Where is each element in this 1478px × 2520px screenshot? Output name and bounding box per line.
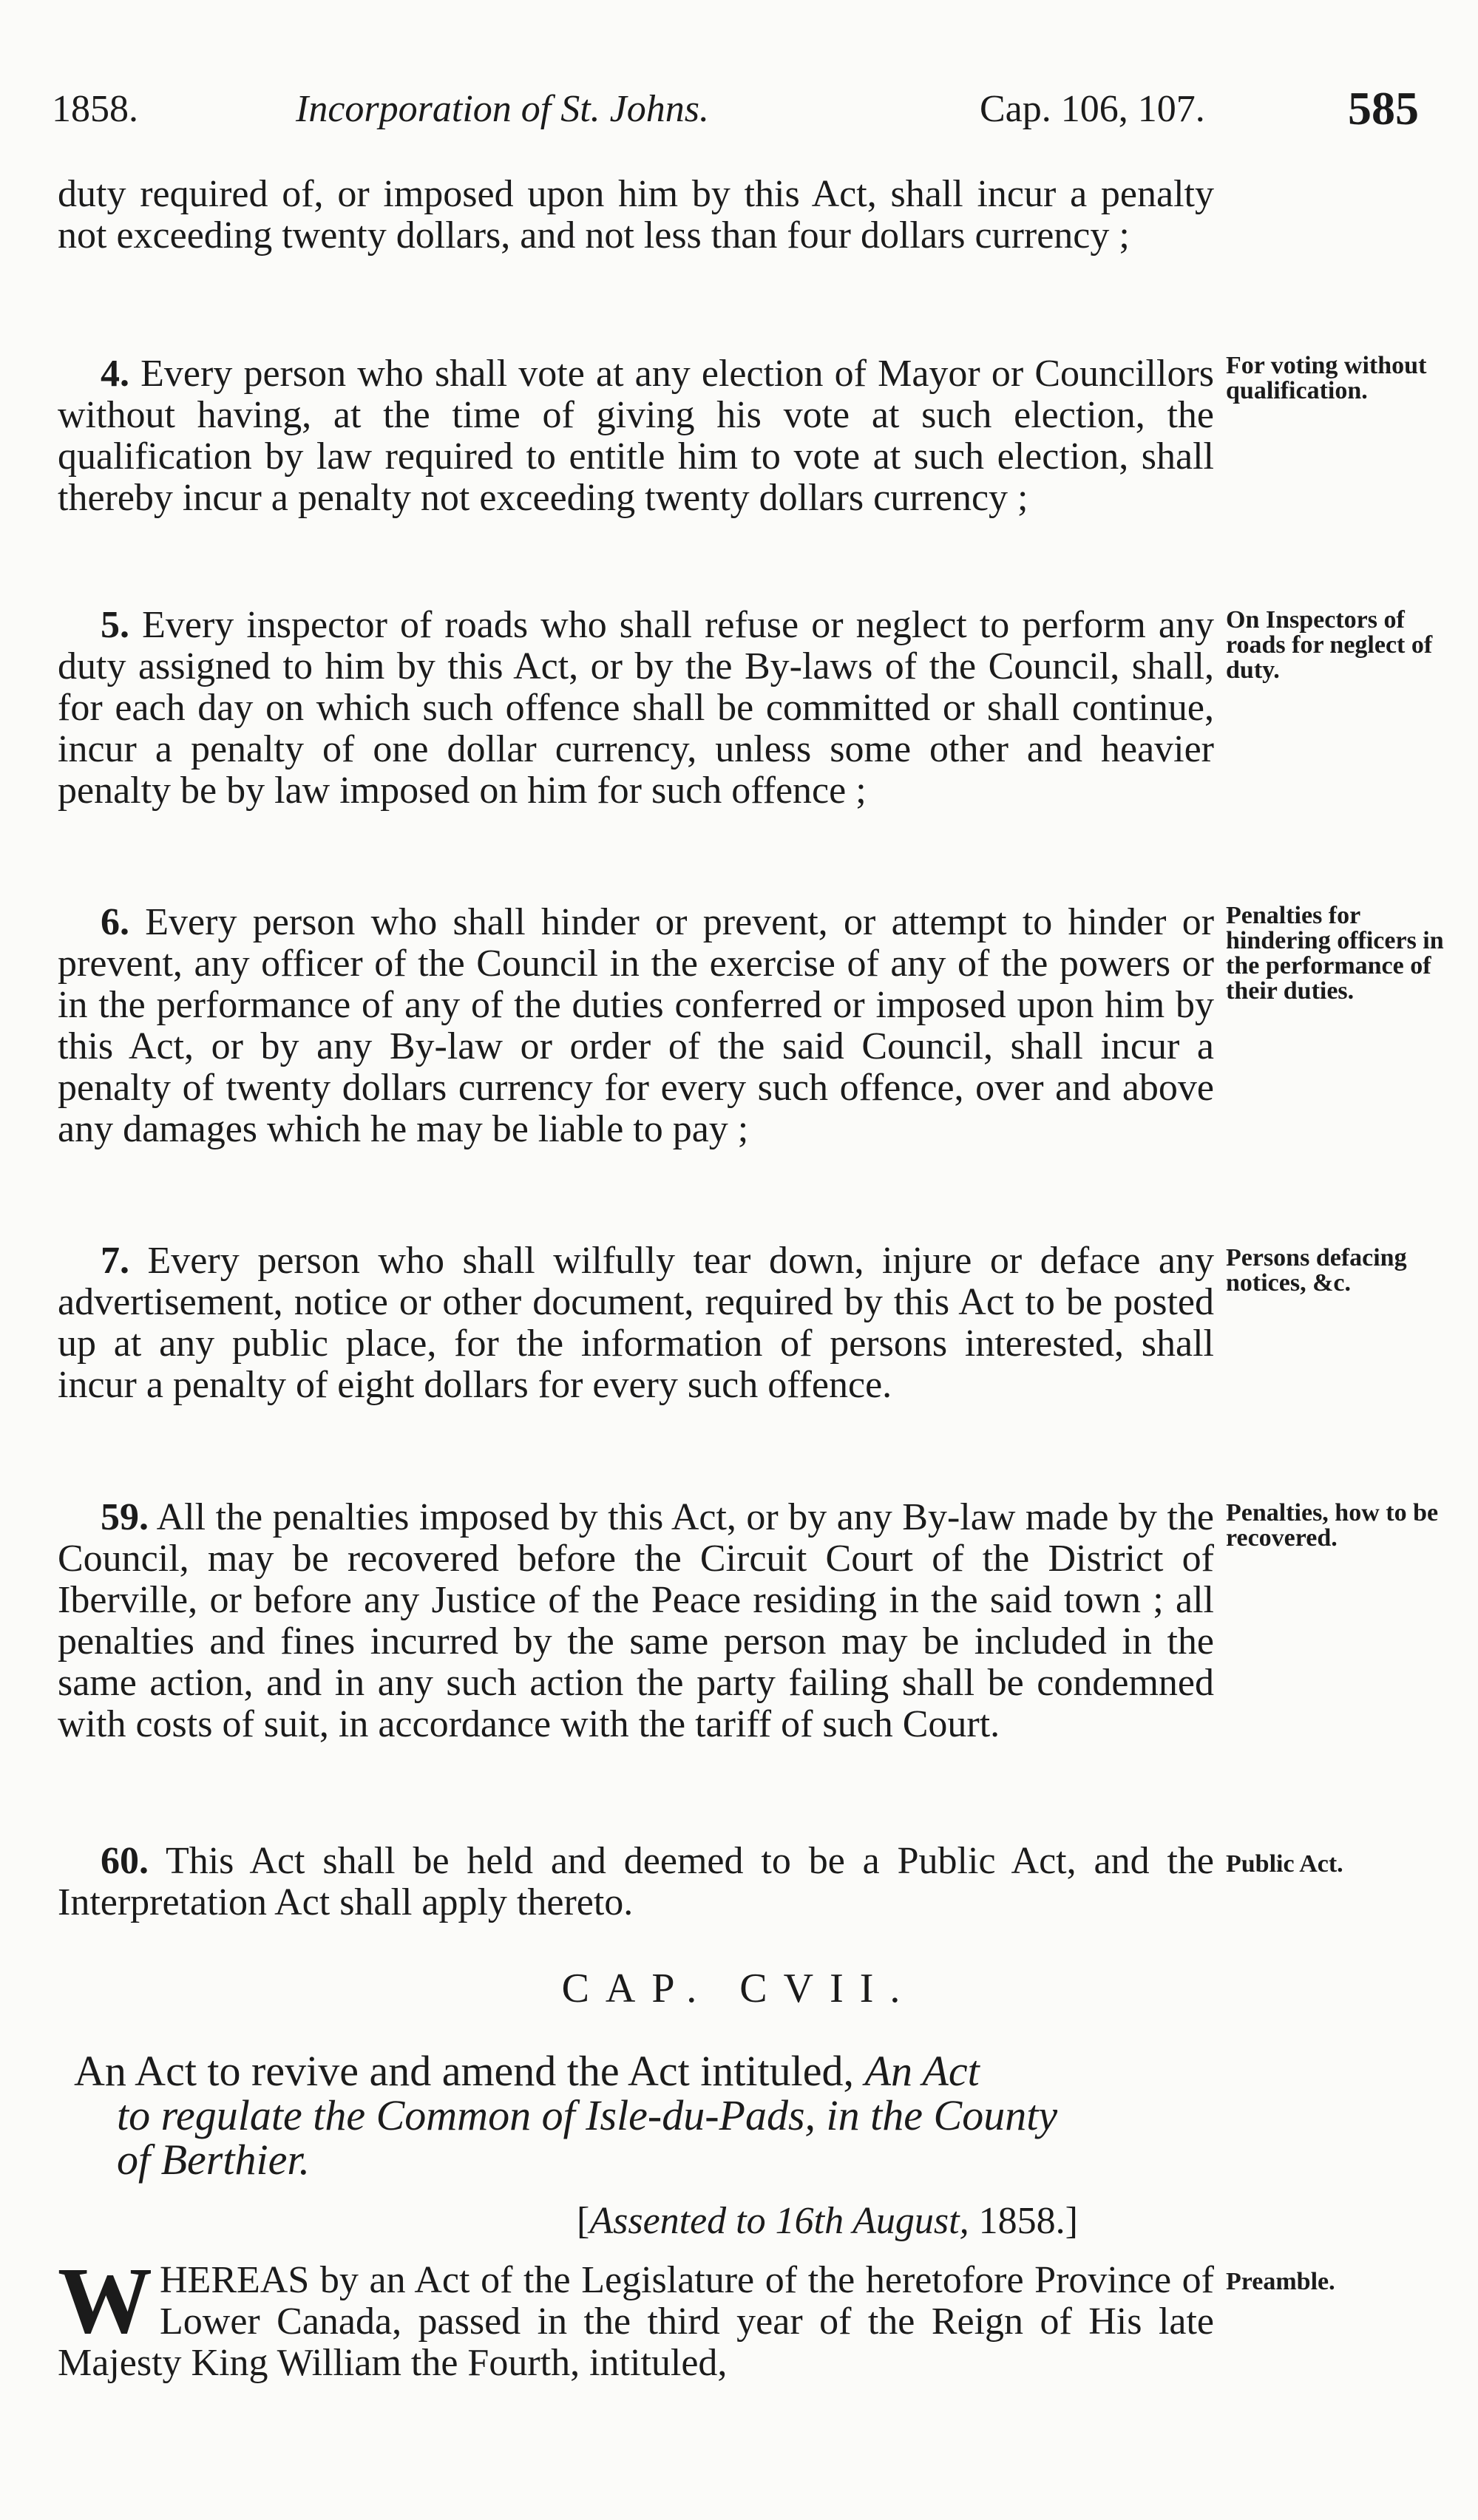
- paragraph-4: [58, 353, 1214, 519]
- paragraph-number: 5.: [101, 604, 129, 646]
- paragraph-text: Every person who shall wilfully tear down, injure or deface any advertisement, notice or other document, required by this Act to be posted up at any public place, for the information of persons interested, shall incur a penalty of eight dollars for every such offence.: [58, 1240, 1215, 1406]
- paragraph-5: [58, 605, 1214, 812]
- assent-date: Assented to 16th August,: [589, 2200, 969, 2242]
- header-chapter: Cap. 106, 107.: [980, 88, 1205, 130]
- paragraph-7: [58, 1240, 1214, 1406]
- margin-note-60: Public Act.: [1226, 1850, 1343, 1878]
- preamble: [58, 2248, 1214, 2384]
- paragraph-number: 7.: [101, 1240, 129, 1282]
- section-number: 59.: [101, 1496, 149, 1538]
- continuation-text: duty required of, or imposed upon him by this Act, shall incur a penalty not exceeding twenty dollars, and not less than four dollars currency ;: [58, 173, 1214, 257]
- act-title-lead: An Act to revive and amend the Act intituled,: [74, 2047, 855, 2095]
- header-title: Incorporation of St. Johns.: [296, 88, 709, 130]
- assent-line: [577, 2199, 1078, 2243]
- paragraph-text: Every inspector of roads who shall refuse or neglect to perform any duty assigned to him by this Act, or by the By-laws of the Council, shall, for each day on which such offence shall be committed or shall continue, incur a penalty of one dollar currency, unless some other and heavier penalty be by law imposed on him for such offence ;: [58, 604, 1215, 812]
- preamble-text: HEREAS by an Act of the Legislature of the heretofore Province of Lower Canada, passed in the third year of the Reign of His late Majesty King William the Fourth, intituled,: [58, 2259, 1214, 2384]
- section-text: This Act shall be held and deemed to be a Public Act, and the Interpretation Act shall apply thereto.: [58, 1840, 1214, 1923]
- margin-note-7: Persons defacing notices, &c.: [1226, 1244, 1407, 1297]
- section-59: [58, 1497, 1214, 1745]
- act-title-italic-1: An Act: [864, 2047, 980, 2095]
- drop-cap: W: [58, 2248, 152, 2353]
- section-60: [58, 1841, 1214, 1923]
- header-year: 1858.: [52, 88, 138, 130]
- assent-year: 1858.]: [978, 2200, 1078, 2242]
- act-title: [74, 2049, 1227, 2182]
- act-title-italic-2: to regulate the Common of Isle-du-Pads, in the County: [117, 2091, 1058, 2139]
- chapter-heading: CAP. CVII.: [561, 1966, 917, 2011]
- margin-note-59: Penalties, how to be recovered.: [1226, 1499, 1439, 1552]
- paragraph-6: [58, 902, 1214, 1150]
- paragraph-number: 6.: [101, 901, 129, 943]
- page-number: 585: [1348, 82, 1419, 135]
- section-number: 60.: [101, 1840, 149, 1882]
- margin-note-4: For voting without qualification.: [1226, 352, 1427, 404]
- act-title-italic-3: of Berthier.: [117, 2136, 310, 2184]
- assent-bracket: [: [577, 2200, 590, 2242]
- paragraph-number: 4.: [101, 353, 129, 395]
- margin-note-6: Penalties for hindering officers in the performance of their duties.: [1226, 902, 1444, 1005]
- running-header: [52, 82, 1434, 146]
- margin-note-5: On Inspectors of roads for neglect of duty.: [1226, 606, 1433, 684]
- paragraph-text: Every person who shall vote at any election of Mayor or Councillors without having, at the time of giving his vote at such election, the qualification by law required to entitle him to vote at such election, shall thereby incur a penalty not exceeding twenty dollars currency ;: [58, 353, 1215, 519]
- paragraph-text: Every person who shall hinder or prevent, or attempt to hinder or prevent, any officer of the Council in the exercise of any of the powers or in the performance of any of the duties conferred or imposed upon him by this Act, or by any By-law or order of the said Council, shall incur a penalty of twenty dollars currency for every such offence, over and above any damages which he may be liable to pay ;: [58, 901, 1215, 1150]
- section-text: All the penalties imposed by this Act, or by any By-law made by the Council, may be recovered before the Circuit Court of the District of Iberville, or before any Justice of the Peace residing in the said town ; all penalties and fines incurred by the same person may be included in the same action, and in any such action the party failing shall be condemned with costs of suit, in accordance with the tariff of such Court.: [58, 1496, 1214, 1745]
- margin-note-preamble: Preamble.: [1226, 2268, 1335, 2295]
